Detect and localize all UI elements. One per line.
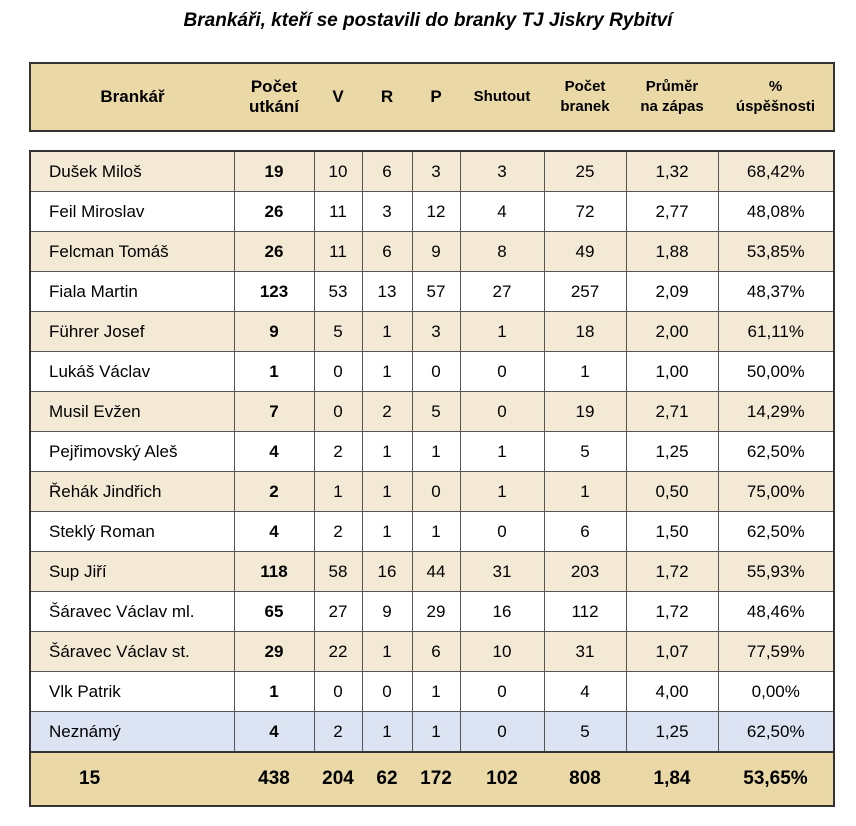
cell-games: 26 bbox=[234, 192, 314, 232]
cell-goals: 31 bbox=[544, 632, 626, 672]
cell-losses: 12 bbox=[412, 192, 460, 232]
cell-success-rate: 48,46% bbox=[718, 592, 834, 632]
header-draws: R bbox=[362, 63, 412, 131]
cell-average: 2,71 bbox=[626, 392, 718, 432]
cell-success-rate: 62,50% bbox=[718, 512, 834, 552]
table-row bbox=[30, 192, 834, 232]
cell-goals: 4 bbox=[544, 672, 626, 712]
header-gap bbox=[30, 131, 834, 151]
cell-draws: 16 bbox=[362, 552, 412, 592]
cell-average: 0,50 bbox=[626, 472, 718, 512]
cell-wins: 0 bbox=[314, 672, 362, 712]
cell-success-rate: 48,08% bbox=[718, 192, 834, 232]
table-row bbox=[30, 712, 834, 753]
cell-losses: 0 bbox=[412, 352, 460, 392]
header-name: Brankář bbox=[30, 63, 234, 131]
header-success-rate: % úspěšnosti bbox=[718, 63, 834, 131]
cell-wins: 58 bbox=[314, 552, 362, 592]
table-row bbox=[30, 552, 834, 592]
cell-losses: 6 bbox=[412, 632, 460, 672]
cell-games: 123 bbox=[234, 272, 314, 312]
cell-goals: 257 bbox=[544, 272, 626, 312]
cell-draws: 6 bbox=[362, 151, 412, 192]
cell-draws: 1 bbox=[362, 712, 412, 753]
cell-goals: 112 bbox=[544, 592, 626, 632]
cell-goals: 203 bbox=[544, 552, 626, 592]
cell-games: 65 bbox=[234, 592, 314, 632]
cell-name: Führer Josef bbox=[30, 312, 234, 352]
cell-average: 1,07 bbox=[626, 632, 718, 672]
cell-shutout: 1 bbox=[460, 472, 544, 512]
totals-shutout: 102 bbox=[460, 752, 544, 806]
cell-shutout: 31 bbox=[460, 552, 544, 592]
cell-shutout: 1 bbox=[460, 432, 544, 472]
cell-draws: 13 bbox=[362, 272, 412, 312]
cell-average: 1,72 bbox=[626, 552, 718, 592]
cell-success-rate: 62,50% bbox=[718, 432, 834, 472]
cell-shutout: 4 bbox=[460, 192, 544, 232]
cell-name: Steklý Roman bbox=[30, 512, 234, 552]
cell-success-rate: 77,59% bbox=[718, 632, 834, 672]
cell-success-rate: 55,93% bbox=[718, 552, 834, 592]
cell-name: Musil Evžen bbox=[30, 392, 234, 432]
cell-success-rate: 14,29% bbox=[718, 392, 834, 432]
cell-losses: 1 bbox=[412, 672, 460, 712]
cell-name: Fiala Martin bbox=[30, 272, 234, 312]
cell-shutout: 8 bbox=[460, 232, 544, 272]
cell-games: 1 bbox=[234, 672, 314, 712]
cell-name: Šáravec Václav ml. bbox=[30, 592, 234, 632]
cell-name: Řehák Jindřich bbox=[30, 472, 234, 512]
cell-losses: 1 bbox=[412, 512, 460, 552]
cell-name: Feil Miroslav bbox=[30, 192, 234, 232]
cell-success-rate: 0,00% bbox=[718, 672, 834, 712]
cell-draws: 9 bbox=[362, 592, 412, 632]
cell-name: Šáravec Václav st. bbox=[30, 632, 234, 672]
cell-average: 2,00 bbox=[626, 312, 718, 352]
cell-name: Lukáš Václav bbox=[30, 352, 234, 392]
totals-games: 438 bbox=[234, 752, 314, 806]
cell-draws: 1 bbox=[362, 632, 412, 672]
table-row bbox=[30, 232, 834, 272]
cell-goals: 49 bbox=[544, 232, 626, 272]
header-wins: V bbox=[314, 63, 362, 131]
cell-average: 2,09 bbox=[626, 272, 718, 312]
cell-draws: 1 bbox=[362, 432, 412, 472]
cell-name: Sup Jiří bbox=[30, 552, 234, 592]
cell-wins: 0 bbox=[314, 392, 362, 432]
goalkeepers-table bbox=[29, 62, 835, 807]
cell-games: 29 bbox=[234, 632, 314, 672]
cell-games: 26 bbox=[234, 232, 314, 272]
cell-average: 4,00 bbox=[626, 672, 718, 712]
cell-average: 1,25 bbox=[626, 432, 718, 472]
cell-games: 1 bbox=[234, 352, 314, 392]
cell-goals: 25 bbox=[544, 151, 626, 192]
cell-average: 1,32 bbox=[626, 151, 718, 192]
cell-shutout: 0 bbox=[460, 672, 544, 712]
cell-losses: 0 bbox=[412, 472, 460, 512]
cell-draws: 1 bbox=[362, 312, 412, 352]
cell-wins: 10 bbox=[314, 151, 362, 192]
cell-games: 4 bbox=[234, 512, 314, 552]
cell-wins: 0 bbox=[314, 352, 362, 392]
table-row bbox=[30, 512, 834, 552]
cell-losses: 9 bbox=[412, 232, 460, 272]
cell-losses: 44 bbox=[412, 552, 460, 592]
header-goals: Počet branek bbox=[544, 63, 626, 131]
header-losses: P bbox=[412, 63, 460, 131]
table-row bbox=[30, 672, 834, 712]
cell-losses: 29 bbox=[412, 592, 460, 632]
header-shutout: Shutout bbox=[460, 63, 544, 131]
cell-games: 2 bbox=[234, 472, 314, 512]
cell-goals: 19 bbox=[544, 392, 626, 432]
cell-success-rate: 62,50% bbox=[718, 712, 834, 753]
table-row bbox=[30, 151, 834, 192]
cell-losses: 1 bbox=[412, 432, 460, 472]
table-body bbox=[30, 151, 834, 752]
cell-draws: 3 bbox=[362, 192, 412, 232]
cell-shutout: 0 bbox=[460, 712, 544, 753]
cell-draws: 2 bbox=[362, 392, 412, 432]
cell-games: 7 bbox=[234, 392, 314, 432]
totals-average: 1,84 bbox=[626, 752, 718, 806]
cell-success-rate: 68,42% bbox=[718, 151, 834, 192]
cell-average: 1,25 bbox=[626, 712, 718, 753]
cell-draws: 1 bbox=[362, 352, 412, 392]
table-row bbox=[30, 392, 834, 432]
table-row bbox=[30, 432, 834, 472]
cell-shutout: 16 bbox=[460, 592, 544, 632]
cell-average: 1,72 bbox=[626, 592, 718, 632]
cell-wins: 2 bbox=[314, 512, 362, 552]
cell-wins: 11 bbox=[314, 192, 362, 232]
cell-losses: 3 bbox=[412, 151, 460, 192]
cell-name: Felcman Tomáš bbox=[30, 232, 234, 272]
cell-success-rate: 53,85% bbox=[718, 232, 834, 272]
cell-draws: 0 bbox=[362, 672, 412, 712]
totals-count: 15 bbox=[30, 752, 234, 806]
cell-losses: 3 bbox=[412, 312, 460, 352]
cell-name: Neznámý bbox=[30, 712, 234, 753]
cell-goals: 5 bbox=[544, 712, 626, 753]
cell-shutout: 3 bbox=[460, 151, 544, 192]
cell-draws: 1 bbox=[362, 472, 412, 512]
cell-average: 1,00 bbox=[626, 352, 718, 392]
cell-games: 19 bbox=[234, 151, 314, 192]
header-games: Počet utkání bbox=[234, 63, 314, 131]
cell-name: Dušek Miloš bbox=[30, 151, 234, 192]
page-title: Brankáři, kteří se postavili do branky TJ Jiskry Rybitví bbox=[183, 10, 673, 31]
totals-success-rate: 53,65% bbox=[718, 752, 834, 806]
cell-name: Vlk Patrik bbox=[30, 672, 234, 712]
cell-success-rate: 61,11% bbox=[718, 312, 834, 352]
cell-shutout: 27 bbox=[460, 272, 544, 312]
table-row bbox=[30, 272, 834, 312]
cell-shutout: 1 bbox=[460, 312, 544, 352]
cell-games: 118 bbox=[234, 552, 314, 592]
cell-goals: 72 bbox=[544, 192, 626, 232]
cell-games: 9 bbox=[234, 312, 314, 352]
header-average: Průměr na zápas bbox=[626, 63, 718, 131]
table-row bbox=[30, 472, 834, 512]
cell-average: 1,50 bbox=[626, 512, 718, 552]
table-row bbox=[30, 352, 834, 392]
table-row bbox=[30, 632, 834, 672]
cell-wins: 53 bbox=[314, 272, 362, 312]
cell-losses: 57 bbox=[412, 272, 460, 312]
cell-goals: 5 bbox=[544, 432, 626, 472]
cell-success-rate: 75,00% bbox=[718, 472, 834, 512]
cell-draws: 6 bbox=[362, 232, 412, 272]
cell-shutout: 0 bbox=[460, 352, 544, 392]
cell-goals: 18 bbox=[544, 312, 626, 352]
cell-goals: 1 bbox=[544, 352, 626, 392]
totals-losses: 172 bbox=[412, 752, 460, 806]
totals-draws: 62 bbox=[362, 752, 412, 806]
cell-losses: 5 bbox=[412, 392, 460, 432]
cell-games: 4 bbox=[234, 712, 314, 753]
cell-wins: 5 bbox=[314, 312, 362, 352]
cell-wins: 2 bbox=[314, 432, 362, 472]
cell-success-rate: 48,37% bbox=[718, 272, 834, 312]
table-totals bbox=[30, 752, 834, 806]
cell-wins: 27 bbox=[314, 592, 362, 632]
table-header bbox=[30, 63, 834, 131]
table-row bbox=[30, 592, 834, 632]
cell-wins: 11 bbox=[314, 232, 362, 272]
cell-games: 4 bbox=[234, 432, 314, 472]
cell-shutout: 0 bbox=[460, 512, 544, 552]
totals-wins: 204 bbox=[314, 752, 362, 806]
cell-name: Pejřimovský Aleš bbox=[30, 432, 234, 472]
cell-shutout: 10 bbox=[460, 632, 544, 672]
cell-wins: 2 bbox=[314, 712, 362, 753]
totals-goals: 808 bbox=[544, 752, 626, 806]
cell-success-rate: 50,00% bbox=[718, 352, 834, 392]
cell-goals: 6 bbox=[544, 512, 626, 552]
cell-losses: 1 bbox=[412, 712, 460, 753]
totals-row bbox=[30, 752, 834, 806]
table-row bbox=[30, 312, 834, 352]
cell-wins: 22 bbox=[314, 632, 362, 672]
cell-average: 2,77 bbox=[626, 192, 718, 232]
cell-goals: 1 bbox=[544, 472, 626, 512]
cell-average: 1,88 bbox=[626, 232, 718, 272]
goalkeepers-table-container bbox=[29, 62, 833, 807]
cell-shutout: 0 bbox=[460, 392, 544, 432]
cell-draws: 1 bbox=[362, 512, 412, 552]
cell-wins: 1 bbox=[314, 472, 362, 512]
